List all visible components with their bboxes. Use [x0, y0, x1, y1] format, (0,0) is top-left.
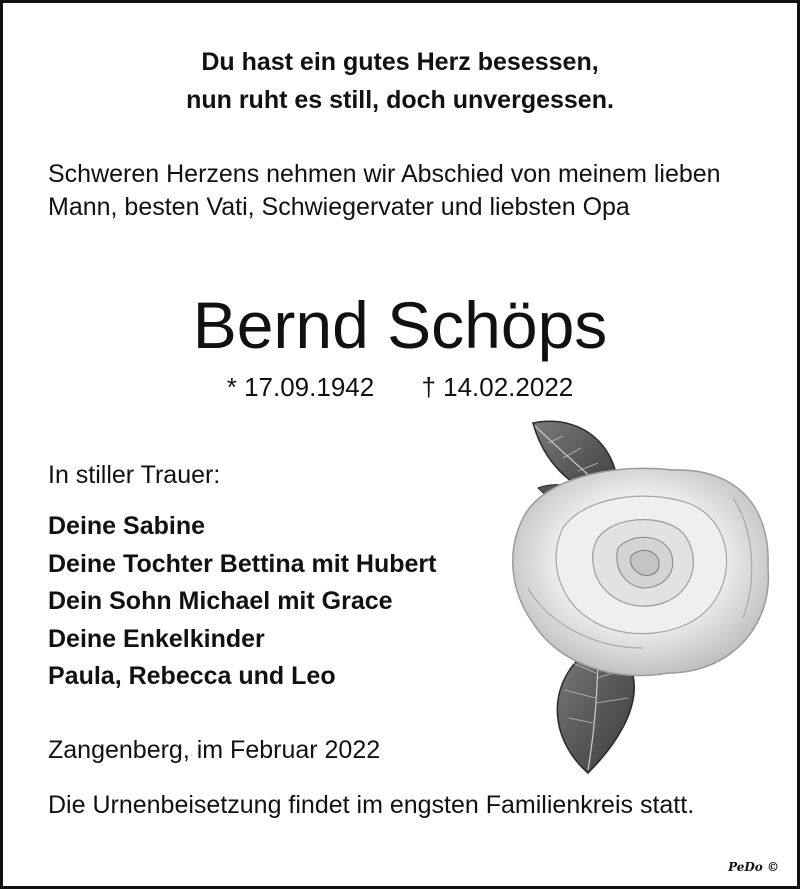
intro-text: Schweren Herzens nehmen wir Abschied von meinem lieben Mann, besten Vati, Schwiegervater und liebsten Opa	[48, 160, 721, 221]
rose-bloom	[513, 468, 769, 675]
mourner-item: Deine Tochter Bettina mit Hubert	[48, 549, 437, 578]
life-dates	[3, 370, 797, 404]
mourner-item: Deine Enkelkinder	[48, 624, 265, 653]
mourner-item: Paula, Rebecca und Leo	[48, 662, 336, 690]
rose-image	[503, 408, 783, 788]
mourner-item: Dein Sohn Michael mit Grace	[48, 587, 393, 615]
motto-line-2: nun ruht es still, doch unvergessen.	[186, 86, 614, 114]
place-and-date: Zangenberg, im Februar 2022	[48, 736, 381, 764]
burial-note: Die Urnenbeisetzung findet im engsten Familienkreis statt.	[48, 791, 695, 819]
deceased-name: Bernd Schöps	[192, 288, 608, 362]
motto-line-1: Du hast ein gutes Herz besessen,	[201, 48, 599, 76]
mourning-label: In stiller Trauer:	[48, 461, 221, 489]
motto	[3, 43, 797, 119]
birth-date: * 17.09.1942	[226, 372, 375, 402]
mourners-list	[48, 508, 436, 696]
designer-signature: PeDo ©	[728, 860, 779, 874]
death-date: † 14.02.2022	[421, 372, 574, 402]
mourner-item: Deine Sabine	[48, 512, 205, 540]
